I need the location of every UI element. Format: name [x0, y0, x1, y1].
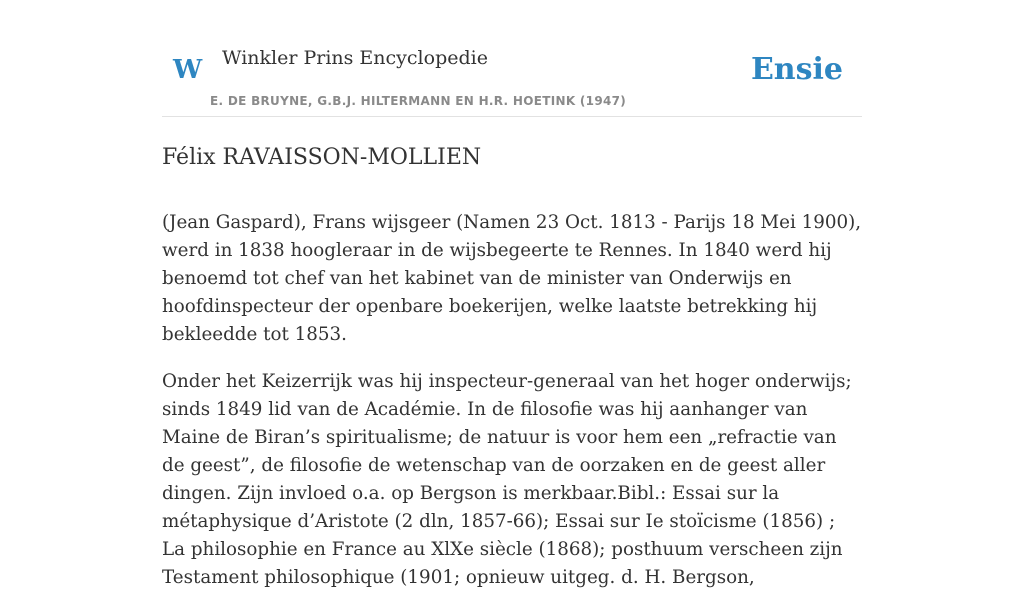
publication-title[interactable]: Winkler Prins Encyclopedie: [222, 47, 488, 69]
site-header: [162, 0, 862, 117]
publication-authors: E. DE BRUYNE, G.B.J. HILTERMANN EN H.R. HOETINK (1947): [210, 94, 627, 108]
ensie-logo[interactable]: Ensie: [750, 52, 843, 87]
article-paragraph: (Jean Gaspard), Frans wijsgeer (Namen 23 Oct. 1813 - Parijs 18 Mei 1900), werd in 1838 hoogleraar in de wijsbegeerte te Rennes. In 1840 werd hij benoemd tot chef van het kabinet van de minister van Onderwijs en hoofdinspecteur der openbare boekerijen, welke laatste betrekking hij bekleedde tot 1853.: [162, 212, 862, 345]
page: [162, 0, 862, 588]
winkler-prins-logo-icon[interactable]: W: [173, 55, 203, 85]
article-paragraph: Onder het Keizerrijk was hij inspecteur-generaal van het hoger onderwijs; sinds 1849 lid van de Académie. In de filosofie was hij aanhanger van Maine de Biran’s spiritualisme; de natuur is voor hem een „refractie van de geest”, de filosofie de wetenschap van de oorzaken en de geest aller dingen. Zijn invloed o.a. op Bergson is merkbaar.Bibl.: Essai sur la métaphysique d’Aristote (2 dln, 1857-66); Essai sur Ie stoïcisme (1856) ; La philosophie en France au XlXe siècle (1868); posthuum verscheen zijn Testament philosophique (1901; opnieuw uitgeg. d. H. Bergson,: [162, 371, 852, 588]
article-title: Félix RAVAISSON-MOLLIEN: [162, 145, 482, 170]
